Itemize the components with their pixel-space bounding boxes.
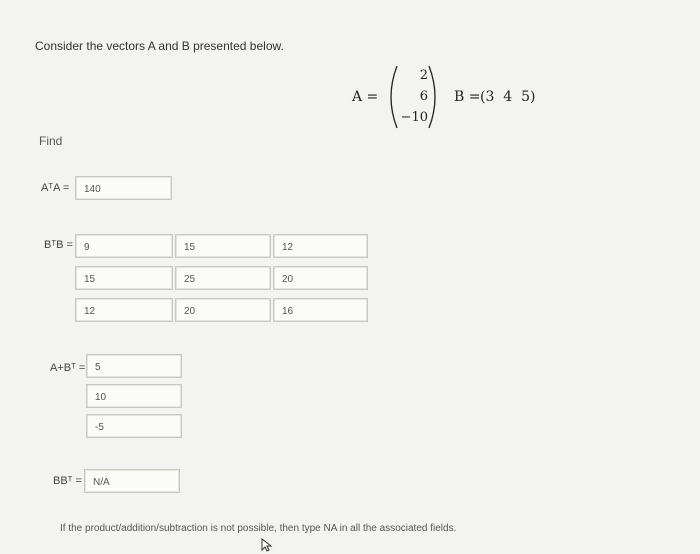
mouse-cursor-icon [261,538,273,552]
vector-b-label: B = [454,89,481,105]
vector-a-label: A = [352,89,379,105]
footer-note: If the product/addition/subtraction is not possible, then type NA in all the associated fields. [60,523,457,534]
btb-input-r2c2[interactable]: 25 [175,266,271,290]
find-label: Find [39,134,63,148]
vector-a-entry-3: −10 [400,110,428,125]
apbt-input-2[interactable]: 10 [86,384,182,408]
btb-input-r2c3[interactable]: 20 [273,266,368,290]
btb-input-r3c2[interactable]: 20 [175,298,271,322]
apbt-label: A+Bᵀ = [50,362,86,374]
vector-a-entry-1: 2 [419,68,428,83]
btb-input-r3c1[interactable]: 12 [75,298,173,322]
apbt-input-1[interactable]: 5 [86,354,182,378]
bbt-input[interactable]: N/A [84,469,180,493]
btb-label: BᵀB = [44,239,73,251]
vector-b-values: (3 4 5) [480,89,536,105]
btb-input-r1c1[interactable]: 9 [75,234,173,258]
question-text: Consider the vectors A and B presented below. [35,39,284,53]
bbt-label: BBᵀ = [53,475,82,487]
ata-label: AᵀA = [41,182,70,194]
btb-input-r3c3[interactable]: 16 [273,298,368,322]
apbt-input-3[interactable]: -5 [86,414,182,438]
vector-a-entry-2: 6 [419,89,428,104]
ata-input[interactable]: 140 [75,176,172,200]
btb-input-r1c2[interactable]: 15 [175,234,271,258]
btb-input-r1c3[interactable]: 12 [273,234,368,258]
btb-input-r2c1[interactable]: 15 [75,266,173,290]
